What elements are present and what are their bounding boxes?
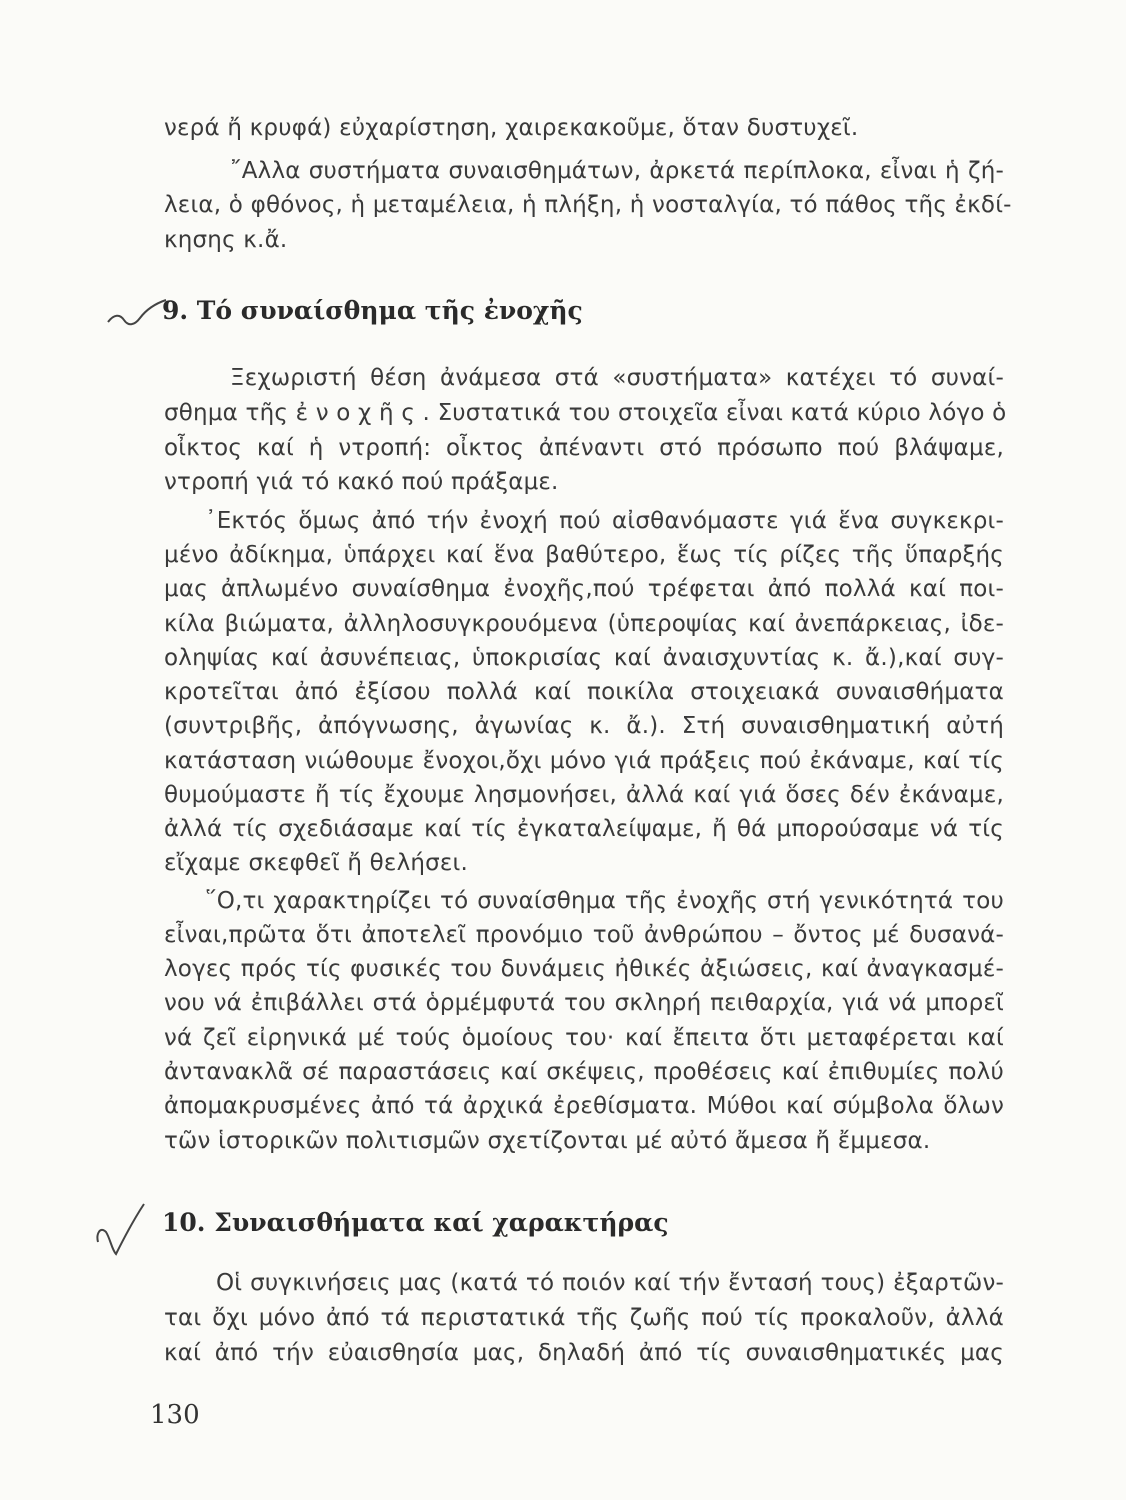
text-line: Ξεχωριστή θέση ἀνάμεσα στά «συστήματα» κατέχει τό συναί- [230,365,1004,391]
text-line: οληψίας καί ἀσυνέπειας, ὑποκρισίας καί ἀναισχυντίας κ. ἄ.),καί συγ- [164,645,1004,671]
text-line: καί ἀπό τήν εὐαισθησία μας, δηλαδή ἀπό τίς συναισθηματικές μας [164,1340,1004,1366]
text-line: ντροπή γιά τό κακό πού πράξαμε. [164,469,559,495]
text-line: λογες πρός τίς φυσικές του δυνάμεις ἠθικές ἀξιώσεις, καί ἀναγκασμέ- [164,956,1004,982]
text-line: ῞Ο,τι χαρακτηρίζει τό συναίσθημα τῆς ἐνοχῆς στή γενικότητά του [205,888,1004,914]
text-line: σθημα τῆς ἐ ν ο χ ῆ ς . Συστατικά του στοιχεῖα εἶναι κατά κύριο λόγο ὁ [164,400,1007,426]
text-line: θυμούμαστε ἤ τίς ἔχουμε λησμονήσει, ἀλλά καί γιά ὅσες δέν ἐκάναμε, [164,782,1004,808]
text-line: εἴχαμε σκεφθεῖ ἤ θελήσει. [164,850,469,876]
text-line: λεια, ὁ φθόνος, ἡ μεταμέλεια, ἡ πλήξη, ἡ νοσταλγία, τό πάθος τῆς ἐκδί- [164,192,1012,218]
handwritten-margin-mark [106,296,170,330]
text-line: οἶκτος καί ἡ ντροπή: οἶκτος ἀπέναντι στό πρόσωπο πού βλάψαμε, [164,435,1004,461]
text-line: ῎Αλλα συστήματα συναισθημάτων, ἀρκετά περίπλοκα, εἶναι ἡ ζή- [230,158,1004,184]
text-line: νερά ἤ κρυφά) εὐχαρίστηση, χαιρεκακοῦμε, ὅταν δυστυχεῖ. [164,115,859,141]
text-line: νου νά ἐπιβάλλει στά ὁρμέμφυτά του σκληρή πειθαρχία, γιά νά μπορεῖ [164,990,1004,1016]
text-line: Οἱ συγκινήσεις μας (κατά τό ποιόν καί τήν ἔντασή τους) ἐξαρτῶν- [216,1270,1004,1296]
text-line: ἀλλά τίς σχεδιάσαμε καί τίς ἐγκαταλείψαμε, ἤ θά μπορούσαμε νά τίς [164,816,1004,842]
text-line: κησης κ.ἄ. [164,227,288,253]
text-line: κίλα βιώματα, ἀλληλοσυγκρουόμενα (ὑπεροψίας καί ἀνεπάρκειας, ἰδε- [164,611,1004,637]
handwritten-margin-mark [92,1198,152,1260]
section-heading-10: 10. Συναισθήματα καί χαρακτήρας [162,1208,669,1237]
text-line: κροτεῖται ἀπό ἐξίσου πολλά καί ποικίλα στοιχειακά συναισθήματα [164,679,1004,705]
text-line: τῶν ἱστορικῶν πολιτισμῶν σχετίζονται μέ αὐτό ἄμεσα ἤ ἔμμεσα. [164,1128,931,1154]
section-heading-9: 9. Τό συναίσθημα τῆς ἐνοχῆς [162,296,583,325]
text-line: ται ὄχι μόνο ἀπό τά περιστατικά τῆς ζωῆς πού τίς προκαλοῦν, ἀλλά [164,1305,1004,1331]
text-line: (συντριβῆς, ἀπόγνωσης, ἀγωνίας κ. ἄ.). Στή συναισθηματική αὐτή [164,713,1004,739]
text-line: ἀντανακλᾶ σέ παραστάσεις καί σκέψεις, προθέσεις καί ἐπιθυμίες πολύ [164,1059,1004,1085]
text-line: ᾿Εκτός ὅμως ἀπό τήν ἐνοχή πού αἰσθανόμαστε γιά ἕνα συγκεκρι- [205,508,1004,534]
text-line: μένο ἀδίκημα, ὑπάρχει καί ἕνα βαθύτερο, ἕως τίς ρίζες τῆς ὕπαρξής [164,542,1004,568]
text-line: μας ἀπλωμένο συναίσθημα ἐνοχῆς,πού τρέφεται ἀπό πολλά καί ποι- [164,576,1004,602]
text-line: νά ζεῖ εἰρηνικά μέ τούς ὁμοίους του· καί ἔπειτα ὅτι μεταφέρεται καί [164,1025,1004,1051]
text-line: ἀπομακρυσμένες ἀπό τά ἀρχικά ἐρεθίσματα. Μύθοι καί σύμβολα ὅλων [164,1093,1004,1119]
page-number: 130 [150,1400,200,1430]
text-line: κατάσταση νιώθουμε ἔνοχοι,ὄχι μόνο γιά πράξεις πού ἐκάναμε, καί τίς [164,748,1004,774]
text-line: εἶναι,πρῶτα ὅτι ἀποτελεῖ προνόμιο τοῦ ἀνθρώπου – ὄντος μέ δυσανά- [164,922,1004,948]
